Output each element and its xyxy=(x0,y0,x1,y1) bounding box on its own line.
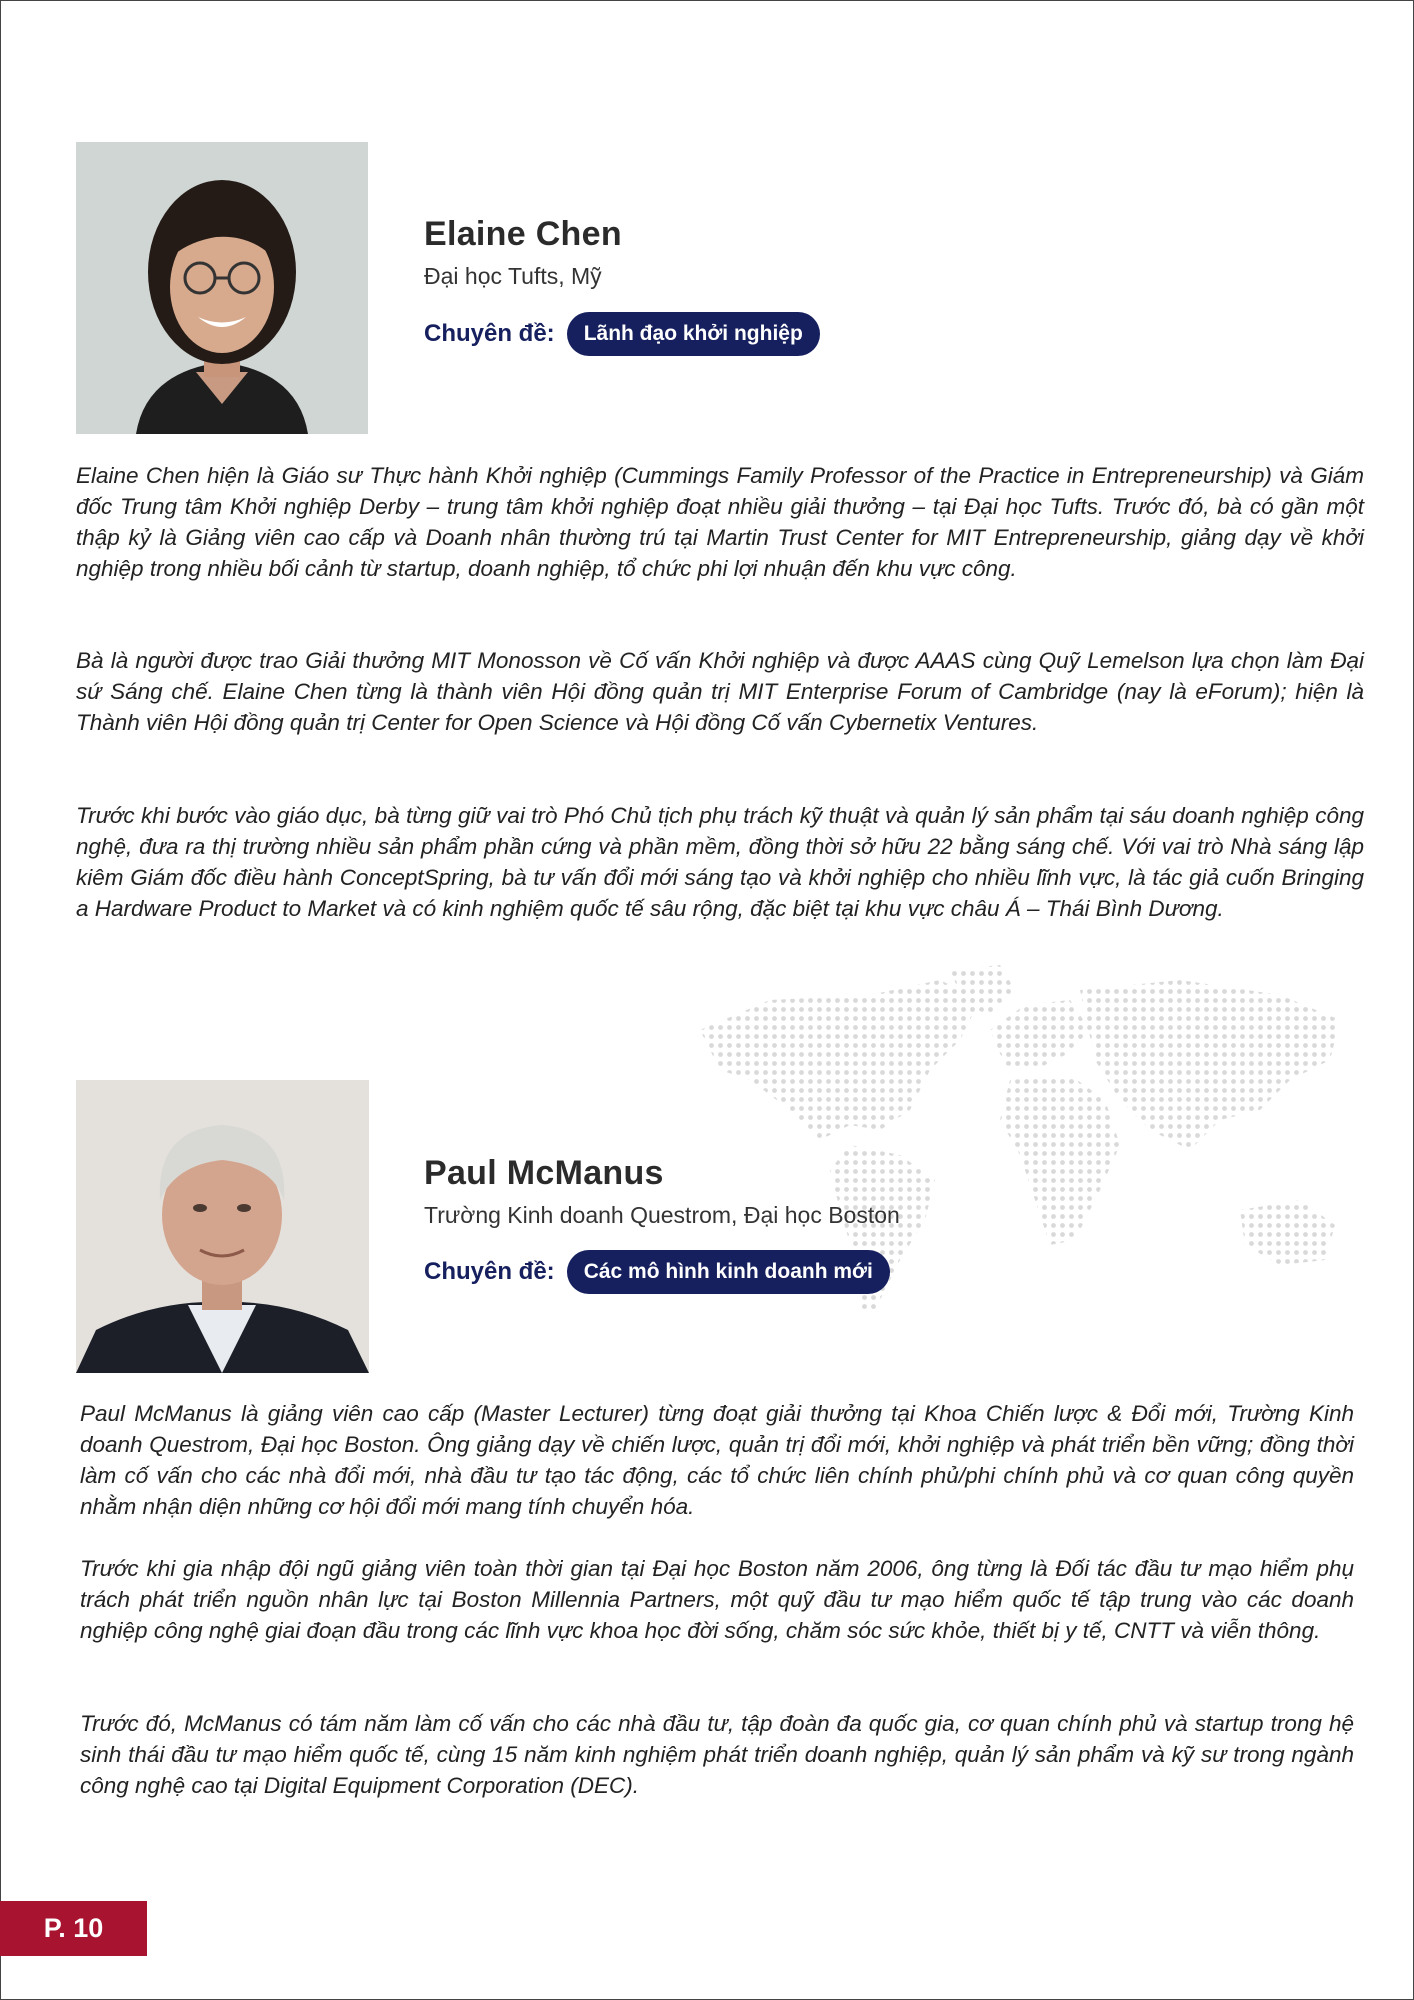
speaker-bio-paragraph: Elaine Chen hiện là Giáo sư Thực hành Khởi nghiệp (Cummings Family Professor of the Practice in Entrepreneurship) và Giám đốc Trung tâm Khởi nghiệp Derby – trung tâm khởi nghiệp đoạt nhiều giải thưởng – tại Đại học Tufts. Trước đó, bà có gần một thập kỷ là Giảng viên cao cấp và Doanh nhân thường trú tại Martin Trust Center for MIT Entrepreneurship, giảng dạy về khởi nghiệp trong nhiều bối cảnh từ startup, doanh nghiệp, tổ chức phi lợi nhuận đến khu vực công. xyxy=(76,463,1364,581)
speaker-photo-paul-mcmanus xyxy=(76,1080,369,1373)
speaker-bio-paragraph: Trước khi bước vào giáo dục, bà từng giữ vai trò Phó Chủ tịch phụ trách kỹ thuật và quản lý sản phẩm tại sáu doanh nghiệp công nghệ, đưa ra thị trường nhiều sản phẩm phần cứng và phần mềm, đồng thời sở hữu 22 bằng sáng chế. Với vai trò Nhà sáng lập kiêm Giám đốc điều hành ConceptSpring, bà tư vấn đổi mới sáng tạo và khởi nghiệp cho nhiều lĩnh vực, là tác giả cuốn Bringing a Hardware Product to Market và có kinh nghiệm quốc tế sâu rộng, đặc biệt tại khu vực châu Á – Thái Bình Dương. xyxy=(76,803,1364,921)
topic-row xyxy=(424,312,820,356)
topic-badge: Lãnh đạo khởi nghiệp xyxy=(567,312,820,356)
north-america-shape xyxy=(700,980,980,1140)
topic-label: Chuyên đề: xyxy=(424,320,555,347)
speaker-bio-paragraph: Bà là người được trao Giải thưởng MIT Monosson về Cố vấn Khởi nghiệp và được AAAS cùng Quỹ Lemelson lựa chọn làm Đại sứ Sáng chế. Elaine Chen từng là thành viên Hội đồng quản trị MIT Enterprise Forum of Cambridge (nay là eForum); hiện là Thành viên Hội đồng quản trị Center for Open Science và Hội đồng Cố vấn Cybernetix Ventures. xyxy=(76,648,1364,735)
topic-row xyxy=(424,1250,890,1294)
speaker-affiliation: Đại học Tufts, Mỹ xyxy=(424,263,602,289)
speaker-name: Paul McManus xyxy=(424,1154,664,1192)
europe-shape xyxy=(990,1000,1090,1070)
page-number-tag: P. 10 xyxy=(0,1901,147,1956)
topic-badge: Các mô hình kinh doanh mới xyxy=(567,1250,890,1294)
speaker-name: Elaine Chen xyxy=(424,215,622,253)
africa-shape xyxy=(1000,1075,1120,1245)
speaker-bio-paragraph: Paul McManus là giảng viên cao cấp (Master Lecturer) từng đoạt giải thưởng tại Khoa Chiến lược & Đổi mới, Trường Kinh doanh Questrom, Đại học Boston. Ông giảng dạy về chiến lược, quản trị đổi mới, khởi nghiệp và phát triển bền vững; đồng thời làm cố vấn cho các nhà đổi mới, nhà đầu tư tạo tác động, các tổ chức liên chính phủ/phi chính phủ và cơ quan công quyền nhằm nhận diện những cơ hội đổi mới mang tính chuyển hóa. xyxy=(80,1401,1354,1519)
speaker-affiliation: Trường Kinh doanh Questrom, Đại học Boston xyxy=(424,1202,900,1228)
topic-label: Chuyên đề: xyxy=(424,1258,555,1285)
speaker-bio-paragraph: Trước khi gia nhập đội ngũ giảng viên toàn thời gian tại Đại học Boston năm 2006, ông từng là Đối tác đầu tư mạo hiểm phụ trách phát triển nguồn nhân lực tại Boston Millennia Partners, một quỹ đầu tư mạo hiểm quốc tế tập trung vào các doanh nghiệp công nghệ giai đoạn đầu trong các lĩnh vực khoa học đời sống, chăm sóc sức khỏe, thiết bị y tế, CNTT và viễn thông. xyxy=(80,1556,1354,1643)
australia-shape xyxy=(1240,1200,1335,1265)
speaker-bio-paragraph: Trước đó, McManus có tám năm làm cố vấn cho các nhà đầu tư, tập đoàn đa quốc gia, cơ quan chính phủ và startup trong hệ sinh thái đầu tư mạo hiểm quốc tế, cùng 15 năm kinh nghiệm phát triển doanh nghiệp, quản lý sản phẩm và kỹ sư trong ngành công nghệ cao tại Digital Equipment Corporation (DEC). xyxy=(80,1711,1354,1798)
speaker-photo-elaine-chen xyxy=(76,142,368,434)
asia-shape xyxy=(1080,980,1340,1150)
